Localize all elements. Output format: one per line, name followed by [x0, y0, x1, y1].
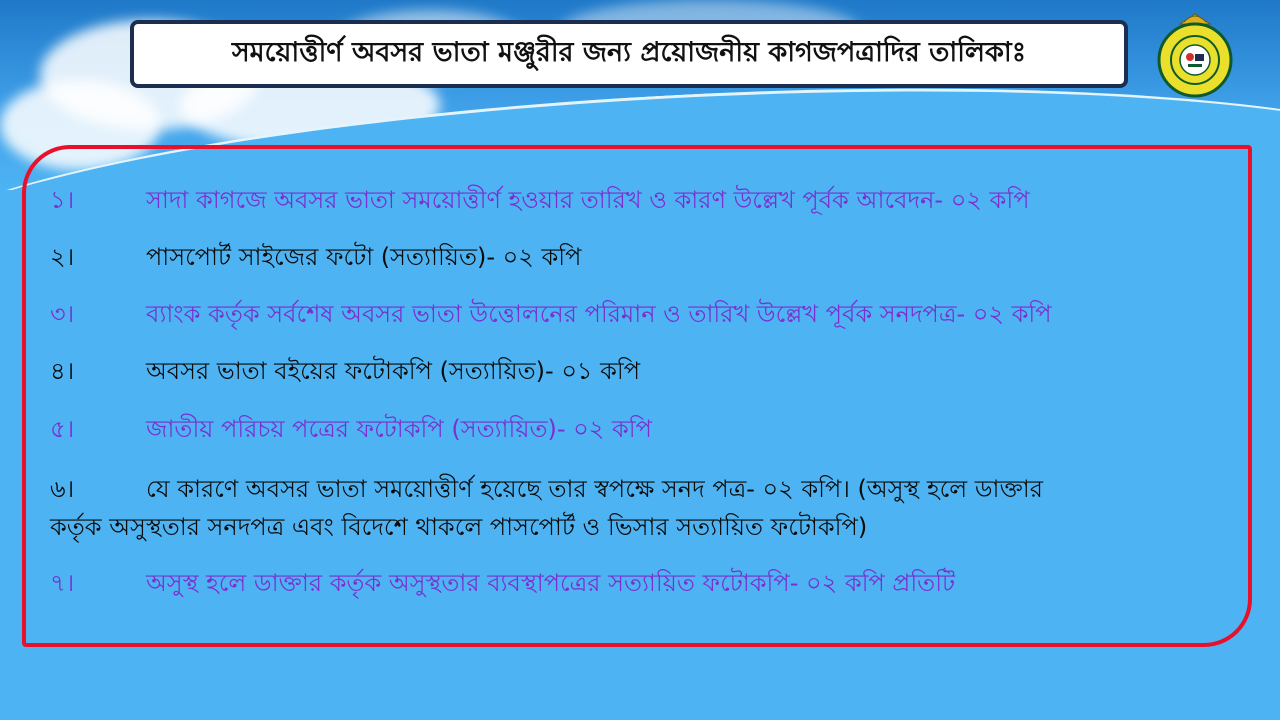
item-number: ৭।: [50, 569, 75, 597]
list-item: [50, 238, 1250, 276]
title-box: [130, 20, 1128, 88]
item-text: পাসপোর্ট সাইজের ফটো (সত্যায়িত)- ০২ কপি: [146, 243, 582, 271]
list-item: [50, 352, 1250, 390]
list-item-continuation: [50, 508, 1250, 546]
list-item: [50, 295, 1250, 333]
item-number: ৩।: [50, 300, 75, 328]
item-number: ৪।: [50, 357, 75, 385]
item-text: সাদা কাগজে অবসর ভাতা সময়োত্তীর্ণ হওয়ার তারিখ ও কারণ উল্লেখ পূর্বক আবেদন- ০২ কপি: [146, 186, 1030, 214]
item-number: ৫।: [50, 415, 75, 443]
list-item: [50, 564, 1250, 602]
list-item: [50, 181, 1250, 219]
record-office-emblem-icon: [1150, 10, 1240, 100]
item-text: ব্যাংক কর্তৃক সর্বশেষ অবসর ভাতা উত্তোলনের পরিমান ও তারিখ উল্লেখ পূর্বক সনদপত্র- ০২ কপি: [146, 300, 1052, 328]
item-text: অসুস্থ হলে ডাক্তার কর্তৃক অসুস্থতার ব্যবস্থাপত্রের সত্যায়িত ফটোকপি- ০২ কপি প্রতিটি: [146, 569, 956, 597]
list-item: [50, 410, 1250, 448]
page-title: সময়োত্তীর্ণ অবসর ভাতা মঞ্জুরীর জন্য প্রয়োজনীয় কাগজপত্রাদির তালিকাঃ: [231, 36, 1027, 68]
item-text-line2: কর্তৃক অসুস্থতার সনদপত্র এবং বিদেশে থাকলে পাসপোর্ট ও ভিসার সত্যায়িত ফটোকপি): [50, 513, 868, 541]
item-number: ১।: [50, 186, 75, 214]
item-number: ৬।: [50, 475, 75, 503]
list-item: [50, 470, 1250, 508]
item-text: অবসর ভাতা বইয়ের ফটোকপি (সত্যায়িত)- ০১ কপি: [146, 357, 641, 385]
item-number: ২।: [50, 243, 75, 271]
item-text: জাতীয় পরিচয় পত্রের ফটোকপি (সত্যায়িত)- ০২ কপি: [146, 415, 652, 443]
item-text: যে কারণে অবসর ভাতা সময়োত্তীর্ণ হয়েছে তার স্বপক্ষে সনদ পত্র- ০২ কপি। (অসুস্থ হলে ডাক্তার: [146, 475, 1043, 503]
